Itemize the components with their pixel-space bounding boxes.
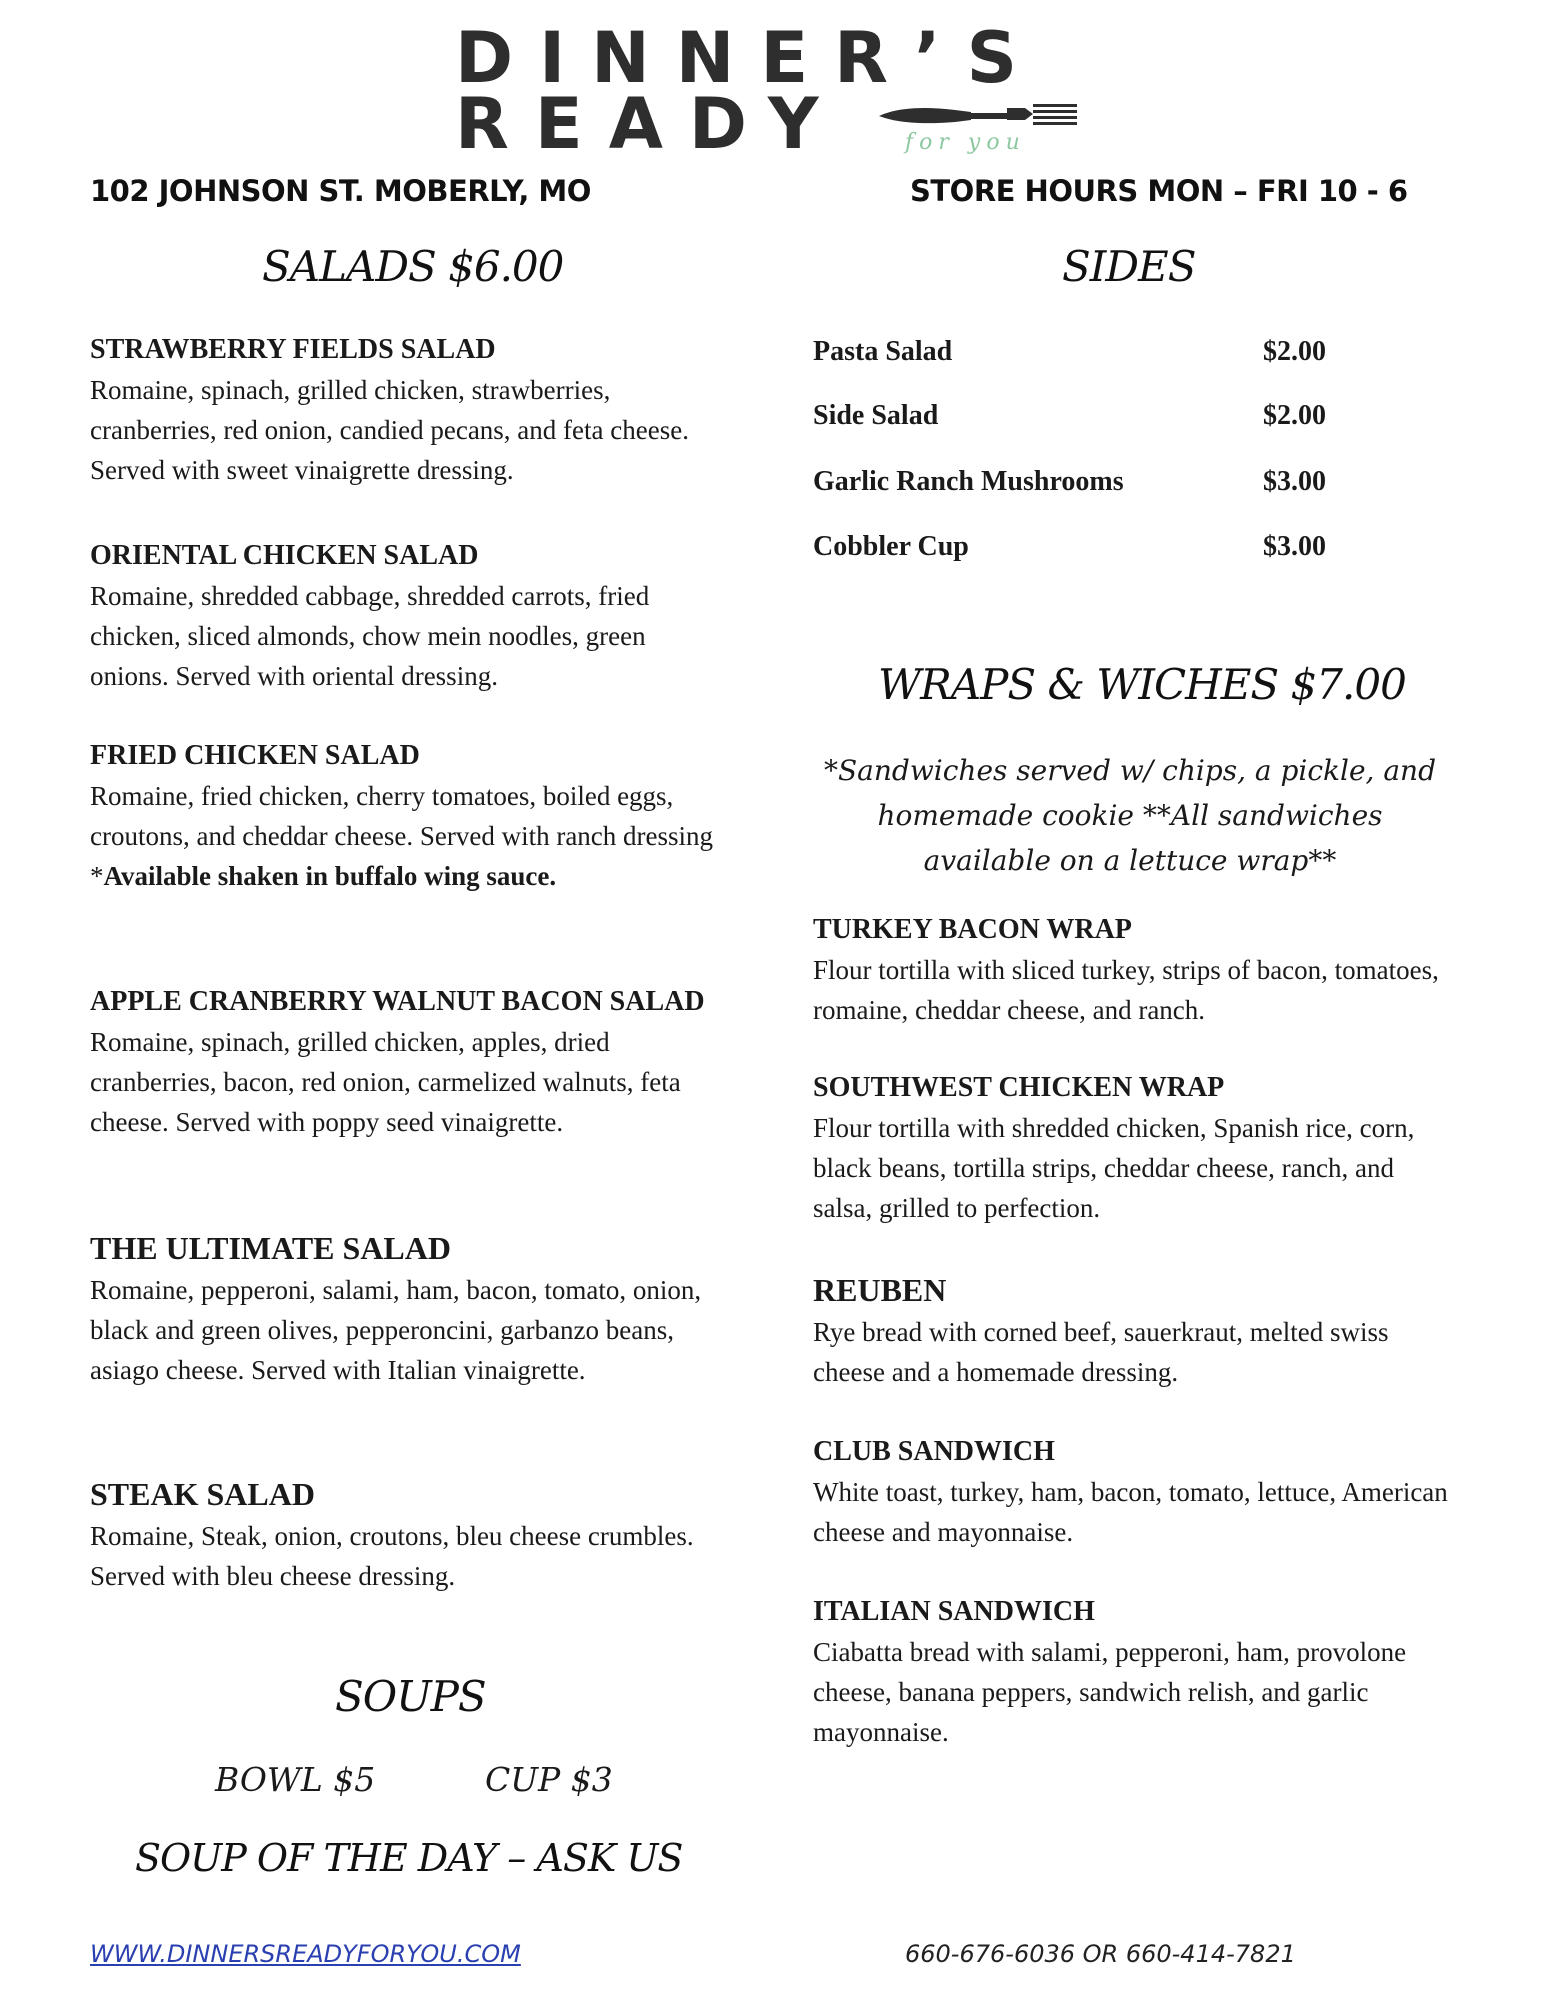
item-description: Romaine, spinach, grilled chicken, strawberries, cranberries, red onion, candied pecans, and feta cheese. Served with sweet vinaigrette dressing. [90, 375, 689, 485]
logo [455, 17, 1095, 165]
side-price: $3.00 [1263, 466, 1326, 497]
salad-item [90, 1226, 730, 1390]
item-description: Rye bread with corned beef, sauerkraut, melted swiss cheese and a homemade dressing. [813, 1317, 1389, 1387]
item-description: Flour tortilla with sliced turkey, strips of bacon, tomatoes, romaine, cheddar cheese, and ranch. [813, 955, 1439, 1025]
item-name: STRAWBERRY FIELDS SALAD [90, 334, 496, 365]
item-name: CLUB SANDWICH [813, 1436, 1055, 1467]
item-description: Ciabatta bread with salami, pepperoni, ham, provolone cheese, banana peppers, sandwich relish, and garlic mayonnaise. [813, 1637, 1407, 1747]
soups-title: SOUPS [335, 1672, 486, 1721]
item-name: SOUTHWEST CHICKEN WRAP [813, 1072, 1225, 1103]
item-name: TURKEY BACON WRAP [813, 914, 1132, 945]
item-description: White toast, turkey, ham, bacon, tomato, lettuce, American cheese and mayonnaise. [813, 1477, 1448, 1547]
store-address: 102 JOHNSON ST. MOBERLY, MO [90, 174, 591, 208]
salad-item [90, 536, 730, 696]
item-description-bold: Available shaken in buffalo wing sauce. [103, 861, 557, 891]
salad-item [90, 736, 730, 896]
side-item [813, 396, 1373, 436]
side-item [813, 462, 1373, 502]
side-price: $2.00 [1263, 336, 1326, 367]
soup-cup-price: CUP $3 [485, 1760, 613, 1799]
item-name: THE ULTIMATE SALAD [90, 1230, 451, 1266]
item-name: APPLE CRANBERRY WALNUT BACON SALAD [90, 986, 705, 1017]
side-price: $2.00 [1263, 400, 1326, 431]
wrap-item [813, 1268, 1453, 1392]
store-hours: STORE HOURS MON – FRI 10 - 6 [910, 174, 1408, 208]
item-name: ITALIAN SANDWICH [813, 1596, 1095, 1627]
wrap-item [813, 1432, 1453, 1552]
side-item [813, 332, 1373, 372]
wrap-item [813, 910, 1453, 1030]
item-description: Romaine, pepperoni, salami, ham, bacon, tomato, onion, black and green olives, pepperoncini, garbanzo beans, asiago cheese. Served with Italian vinaigrette. [90, 1275, 702, 1385]
phone-numbers: 660-676-6036 OR 660-414-7821 [905, 1940, 1296, 1968]
salad-item [90, 1472, 730, 1596]
wraps-title: WRAPS & WICHES $7.00 [878, 660, 1406, 709]
side-name: Side Salad [813, 400, 939, 431]
website-link[interactable]: WWW.DINNERSREADYFORYOU.COM [90, 1940, 521, 1968]
soup-of-the-day: SOUP OF THE DAY – ASK US [135, 1836, 683, 1880]
item-name: ORIENTAL CHICKEN SALAD [90, 540, 479, 571]
side-price: $3.00 [1263, 531, 1326, 562]
soup-bowl-price: BOWL $5 [215, 1760, 376, 1799]
side-name: Pasta Salad [813, 336, 953, 367]
side-name: Cobbler Cup [813, 531, 969, 562]
item-name: REUBEN [813, 1272, 947, 1308]
logo-line-2: READY [455, 83, 845, 165]
item-description-text: Romaine, fried chicken, cherry tomatoes, boiled eggs, croutons, and cheddar cheese. Served with ranch dressing * [90, 781, 714, 891]
item-name: STEAK SALAD [90, 1476, 315, 1512]
item-description: Romaine, Steak, onion, croutons, bleu cheese crumbles. Served with bleu cheese dressing. [90, 1521, 694, 1591]
side-item [813, 527, 1373, 567]
wrap-item [813, 1068, 1453, 1228]
salad-item [90, 330, 730, 490]
logo-line-1: DINNER’S [455, 17, 1044, 99]
sides-title: SIDES [1062, 242, 1196, 291]
wraps-note: *Sandwiches served w/ chips, a pickle, and homemade cookie **All sandwiches available on a lettuce wrap** [823, 754, 1436, 877]
item-description [90, 776, 730, 896]
wrap-item [813, 1592, 1453, 1752]
item-name: FRIED CHICKEN SALAD [90, 740, 420, 771]
salad-item [90, 982, 730, 1142]
side-name: Garlic Ranch Mushrooms [813, 466, 1124, 497]
item-description: Flour tortilla with shredded chicken, Spanish rice, corn, black beans, tortilla strips, cheddar cheese, ranch, and salsa, grilled to perfection. [813, 1113, 1415, 1223]
item-description: Romaine, spinach, grilled chicken, apples, dried cranberries, bacon, red onion, carmelized walnuts, feta cheese. Served with poppy seed vinaigrette. [90, 1027, 681, 1137]
salads-title: SALADS $6.00 [262, 242, 564, 291]
logo-tagline: for you [905, 130, 1026, 155]
item-description: Romaine, shredded cabbage, shredded carrots, fried chicken, sliced almonds, chow mein noodles, green onions. Served with oriental dressing. [90, 581, 650, 691]
